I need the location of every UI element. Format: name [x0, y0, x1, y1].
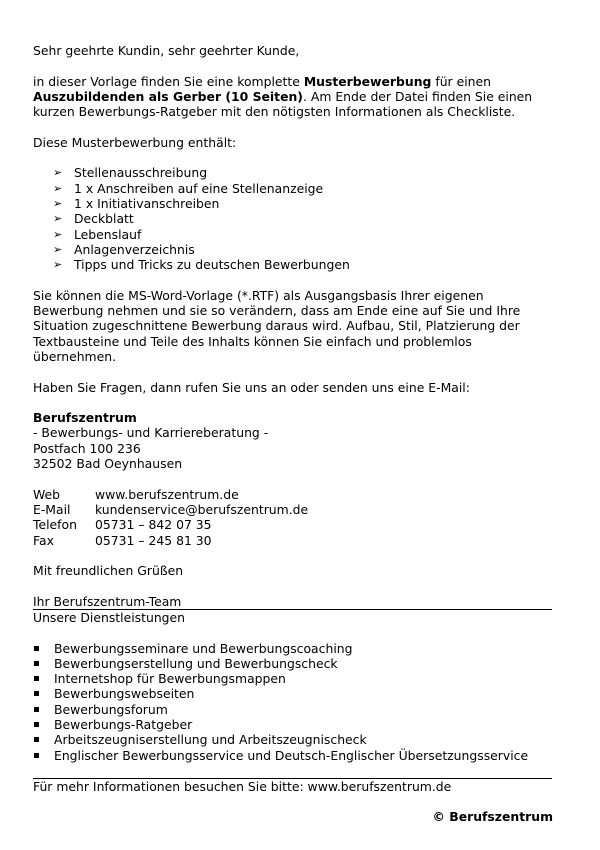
contact-row-web: Web www.berufszentrum.de [33, 486, 239, 502]
arrow-bullet-icon: ➢ [53, 196, 63, 210]
list-item: ➢ Lebenslauf [53, 226, 142, 242]
services-heading: Unsere Dienstleistungen [33, 609, 186, 625]
square-bullet-icon [34, 661, 39, 666]
usage-paragraph: Sie können die MS-Word-Vorlage (*.RTF) als Ausgangsbasis Ihrer eigenen Bewerbung nehmen und sie so verändern, dass am Ende eine auf Sie und Ihre Situation zugeschnittene Bewerbung daraus wird. Aufbau, Stil, Platzierung der Textbausteine und Teile des Inhalts können Sie einfach und problemlos übernehmen. [33, 287, 521, 364]
list-item: ➢ Deckblatt [53, 211, 134, 227]
company-tagline: - Bewerbungs- und Karriereberatung - [33, 425, 269, 441]
list-item: Bewerbungswebseiten [33, 686, 553, 701]
questions-paragraph: Haben Sie Fragen, dann rufen Sie uns an oder senden uns eine E-Mail: [33, 379, 470, 395]
address-block [33, 410, 553, 471]
list-item: ➢ 1 x Initiativanschreiben [53, 195, 220, 211]
arrow-bullet-icon: ➢ [53, 166, 63, 180]
list-item: ➢ Tipps und Tricks zu deutschen Bewerbungen [53, 257, 350, 273]
arrow-bullet-icon: ➢ [53, 258, 63, 272]
copyright-notice: © Berufszentrum [432, 808, 553, 824]
arrow-bullet-icon: ➢ [53, 227, 63, 241]
intro-text-1: in dieser Vorlage finden Sie eine komplette [33, 73, 304, 89]
list-item: Bewerbungserstellung und Bewerbungscheck [33, 656, 553, 671]
salutation: Sehr geehrte Kundin, sehr geehrter Kunde, [33, 43, 300, 58]
contact-row-phone: Telefon 05731 – 842 07 35 [33, 517, 212, 533]
list-item: ➢ 1 x Anschreiben auf eine Stellenanzeige [53, 180, 324, 196]
list-item: ➢ Stellenausschreibung [53, 165, 208, 181]
signature: Ihr Berufszentrum-Team [33, 593, 182, 609]
list-item: Bewerbungs-Ratgeber [33, 717, 553, 732]
contact-row-email: E-Mail kundenservice@berufszentrum.de [33, 501, 309, 517]
list-item: Bewerbungsseminare und Bewerbungscoaching [33, 641, 553, 656]
company-name: Berufszentrum [33, 410, 137, 426]
contact-block [33, 487, 553, 548]
square-bullet-icon [34, 753, 39, 758]
po-box: Postfach 100 236 [33, 440, 141, 456]
list-item: Englischer Bewerbungsservice und Deutsch-Englischer Übersetzungsservice [33, 748, 553, 763]
web-link[interactable]: www.berufszentrum.de [95, 486, 239, 502]
contents-heading: Diese Musterbewerbung enthält: [33, 134, 237, 150]
square-bullet-icon [34, 722, 39, 727]
closing: Mit freundlichen Grüßen [33, 563, 184, 579]
letter-body [33, 43, 553, 824]
intro-paragraph [33, 74, 553, 120]
arrow-bullet-icon: ➢ [53, 181, 63, 195]
intro-text-3: . Am Ende der Datei finden Sie einen kurzen Bewerbungs-Ratgeber mit den nötigsten Informationen als Checkliste. [33, 88, 533, 120]
contents-list [33, 165, 553, 272]
arrow-bullet-icon: ➢ [53, 212, 63, 226]
square-bullet-icon [34, 676, 39, 681]
intro-bold-2: Auszubildenden als Gerber (10 Seiten) [33, 88, 303, 104]
contact-row-fax: Fax 05731 – 245 81 30 [33, 532, 212, 548]
square-bullet-icon [34, 646, 39, 651]
email-link[interactable]: kundenservice@berufszentrum.de [95, 501, 309, 517]
list-item: Bewerbungsforum [33, 702, 553, 717]
list-item: Arbeitszeugniserstellung und Arbeitszeugnischeck [33, 732, 553, 747]
city: 32502 Bad Oeynhausen [33, 456, 183, 472]
square-bullet-icon [34, 737, 39, 742]
arrow-bullet-icon: ➢ [53, 242, 63, 256]
intro-text-2: für einen [431, 73, 491, 89]
list-item: ➢ Anlagenverzeichnis [53, 241, 195, 257]
intro-bold-1: Musterbewerbung [303, 73, 432, 89]
square-bullet-icon [34, 707, 39, 712]
services-list [33, 641, 553, 763]
list-item: Internetshop für Bewerbungsmappen [33, 671, 553, 686]
square-bullet-icon [34, 691, 39, 696]
more-info: Für mehr Informationen besuchen Sie bitte: www.berufszentrum.de [33, 779, 452, 795]
